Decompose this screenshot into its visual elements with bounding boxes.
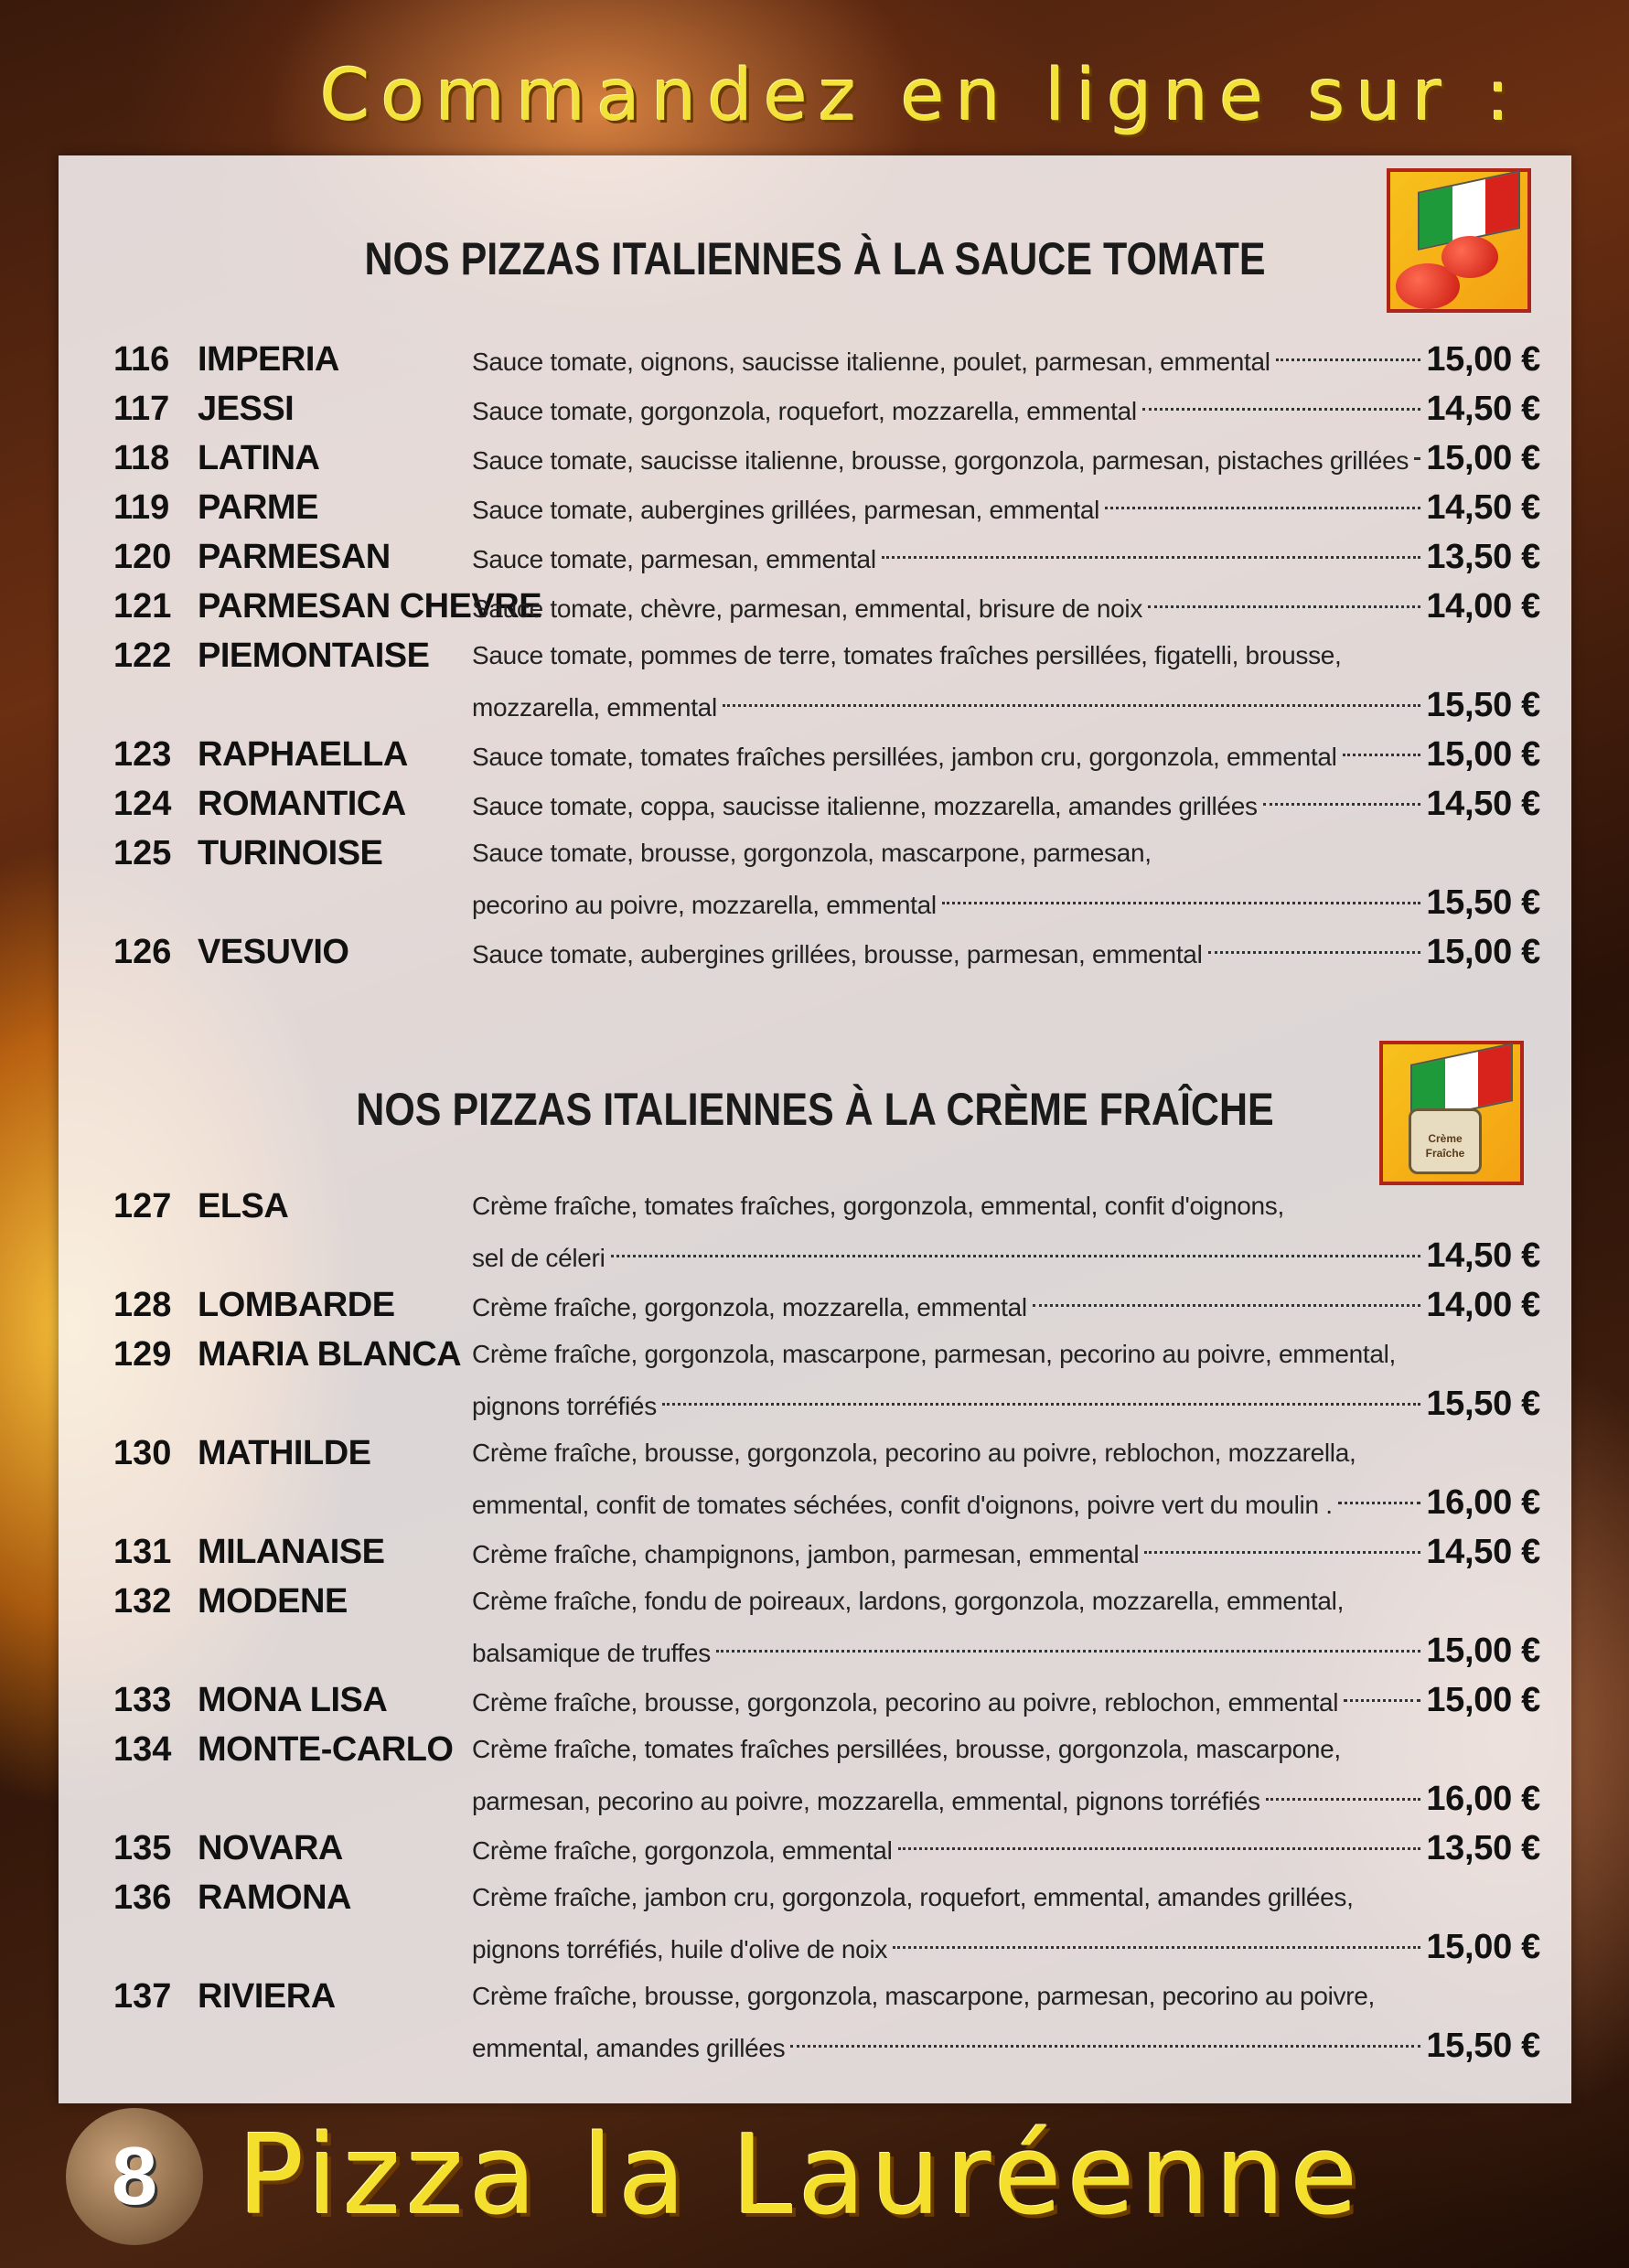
item-description [472, 1725, 1540, 1824]
description-text: emmental, amandes grillées [472, 2034, 786, 2062]
description-line [472, 1330, 1540, 1379]
item-description [472, 1527, 1540, 1577]
description-text: pignons torréfiés [472, 1392, 657, 1420]
item-name: PARME [198, 488, 318, 527]
menu-item [113, 779, 1540, 829]
item-number: 122 [113, 637, 172, 675]
item-price: 15,50 € [1426, 2027, 1540, 2065]
item-price: 14,50 € [1426, 488, 1540, 527]
item-description [472, 1182, 1540, 1280]
item-description [472, 1330, 1540, 1428]
item-price: 15,00 € [1426, 735, 1540, 774]
description-text: Crème fraîche, gorgonzola, mozzarella, emmental [472, 1293, 1027, 1321]
description-line [472, 1725, 1540, 1774]
item-name: NOVARA [198, 1829, 343, 1867]
description-text: Crème fraîche, fondu de poireaux, lardons, gorgonzola, mozzarella, emmental, [472, 1587, 1345, 1615]
menu-item [113, 1280, 1540, 1330]
item-number: 130 [113, 1434, 172, 1472]
item-price: 15,00 € [1426, 933, 1540, 971]
item-description [472, 483, 1540, 532]
description-line [472, 1922, 1540, 1972]
item-number: 117 [113, 390, 170, 428]
description-line [472, 779, 1540, 829]
menu-item [113, 1725, 1540, 1824]
menu-item [113, 829, 1540, 927]
menu-item [113, 1182, 1540, 1280]
description-text: Crème fraîche, gorgonzola, emmental [472, 1836, 893, 1865]
item-description [472, 779, 1540, 829]
item-price: 15,50 € [1426, 1385, 1540, 1423]
menu-item [113, 1972, 1540, 2070]
dot-leader [1338, 1502, 1421, 1504]
online-order-title: Commandez en ligne sur : [320, 55, 1522, 137]
item-price: 16,00 € [1426, 1780, 1540, 1818]
item-name: IMPERIA [198, 340, 339, 379]
menu-panel [59, 155, 1571, 2103]
dot-leader [1263, 803, 1421, 806]
item-name: LOMBARDE [198, 1286, 395, 1324]
item-price: 16,00 € [1426, 1483, 1540, 1522]
item-price: 15,50 € [1426, 883, 1540, 922]
section-title-tomato: NOS PIZZAS ITALIENNES À LA SAUCE TOMATE [364, 233, 1266, 284]
item-number: 129 [113, 1335, 172, 1374]
description-line [472, 1478, 1540, 1527]
item-price: 14,50 € [1426, 785, 1540, 823]
menu-item [113, 1330, 1540, 1428]
item-name: MONA LISA [198, 1681, 388, 1719]
description-text: Crème fraîche, tomates fraîches, gorgonzola, emmental, confit d'oignons, [472, 1192, 1284, 1220]
description-line [472, 335, 1540, 384]
item-number: 133 [113, 1681, 172, 1719]
dot-leader [1266, 1798, 1421, 1801]
description-text: Sauce tomate, aubergines grillées, parmesan, emmental [472, 496, 1100, 524]
description-text: Sauce tomate, oignons, saucisse italienne, poulet, parmesan, emmental [472, 348, 1270, 376]
item-description [472, 631, 1540, 730]
description-text: Sauce tomate, saucisse italienne, brousse, gorgonzola, parmesan, pistaches grillées [472, 446, 1409, 475]
dot-leader [1344, 1699, 1420, 1702]
dot-leader [716, 1650, 1420, 1653]
description-line [472, 1972, 1540, 2021]
menu-item [113, 1428, 1540, 1527]
description-text: Sauce tomate, aubergines grillées, brousse, parmesan, emmental [472, 940, 1203, 968]
description-text: pignons torréfiés, huile d'olive de noix [472, 1935, 888, 1963]
page-number-badge [66, 2108, 203, 2245]
description-line [472, 1379, 1540, 1428]
menu-item [113, 483, 1540, 532]
description-text: Crème fraîche, brousse, gorgonzola, pecorino au poivre, reblochon, emmental [472, 1688, 1339, 1717]
description-text: Crème fraîche, gorgonzola, mascarpone, parmesan, pecorino au poivre, emmental, [472, 1340, 1397, 1368]
dot-leader [723, 704, 1420, 707]
item-description [472, 1972, 1540, 2070]
description-text: Sauce tomate, chèvre, parmesan, emmental, brisure de noix [472, 594, 1143, 623]
item-price: 14,50 € [1426, 390, 1540, 428]
description-line [472, 433, 1540, 483]
description-text: balsamique de truffes [472, 1639, 711, 1667]
description-line [472, 829, 1540, 878]
item-price: 14,50 € [1426, 1236, 1540, 1275]
description-line [472, 631, 1540, 680]
item-name: RAMONA [198, 1878, 351, 1917]
cream-jar-label: Crème Fraîche [1425, 1132, 1465, 1160]
description-line [472, 927, 1540, 977]
item-description [472, 1675, 1540, 1725]
brand-title: Pizza la Lauréenne [238, 2113, 1364, 2240]
description-line [472, 1231, 1540, 1280]
item-name: JESSI [198, 390, 295, 428]
item-price: 15,00 € [1426, 1681, 1540, 1719]
description-line [472, 384, 1540, 433]
menu-item [113, 532, 1540, 582]
menu-item [113, 1675, 1540, 1725]
description-text: Sauce tomate, coppa, saucisse italienne, mozzarella, amandes grillées [472, 792, 1258, 820]
item-price: 15,00 € [1426, 439, 1540, 477]
item-name: PIEMONTAISE [198, 637, 430, 675]
item-description [472, 1280, 1540, 1330]
description-text: parmesan, pecorino au poivre, mozzarella, emmental, pignons torréfiés [472, 1787, 1260, 1815]
item-number: 135 [113, 1829, 172, 1867]
description-text: Sauce tomate, brousse, gorgonzola, mascarpone, parmesan, [472, 839, 1152, 867]
menu-item [113, 730, 1540, 779]
section-title-creme: NOS PIZZAS ITALIENNES À LA CRÈME FRAÎCHE [356, 1084, 1274, 1135]
item-number: 118 [113, 439, 170, 477]
menu-item [113, 384, 1540, 433]
item-price: 15,00 € [1426, 1928, 1540, 1966]
dot-leader [882, 556, 1421, 559]
item-name: VESUVIO [198, 933, 349, 971]
item-number: 128 [113, 1286, 172, 1324]
item-description [472, 1824, 1540, 1873]
description-line [472, 730, 1540, 779]
description-text: emmental, confit de tomates séchées, confit d'oignons, poivre vert du moulin . [472, 1491, 1333, 1519]
item-name: MODENE [198, 1582, 348, 1621]
item-price: 14,50 € [1426, 1533, 1540, 1571]
menu-item [113, 582, 1540, 631]
item-description [472, 532, 1540, 582]
item-price: 15,00 € [1426, 1631, 1540, 1670]
description-text: Sauce tomate, parmesan, emmental [472, 545, 876, 573]
item-number: 124 [113, 785, 172, 823]
item-number: 126 [113, 933, 172, 971]
description-line [472, 1428, 1540, 1478]
dot-leader [611, 1255, 1421, 1257]
item-description [472, 1873, 1540, 1972]
item-name: ROMANTICA [198, 785, 406, 823]
description-text: Crème fraîche, brousse, gorgonzola, mascarpone, parmesan, pecorino au poivre, [472, 1982, 1375, 2010]
item-description [472, 829, 1540, 927]
menu-item [113, 1577, 1540, 1675]
item-name: MILANAISE [198, 1533, 385, 1571]
dot-leader [790, 2045, 1420, 2048]
description-text: Crème fraîche, brousse, gorgonzola, pecorino au poivre, reblochon, mozzarella, [472, 1439, 1356, 1467]
dot-leader [1414, 457, 1420, 460]
description-line [472, 1182, 1540, 1231]
item-price: 15,00 € [1426, 340, 1540, 379]
menu-list-creme [113, 1182, 1540, 2070]
item-number: 132 [113, 1582, 172, 1621]
description-line [472, 1774, 1540, 1824]
description-line [472, 1873, 1540, 1922]
item-name: MATHILDE [198, 1434, 371, 1472]
dot-leader [1033, 1304, 1420, 1307]
item-name: PARMESAN CHEVRE [198, 587, 542, 626]
item-description [472, 1577, 1540, 1675]
description-text: Sauce tomate, gorgonzola, roquefort, mozzarella, emmental [472, 397, 1137, 425]
description-text: Crème fraîche, champignons, jambon, parmesan, emmental [472, 1540, 1140, 1568]
item-description [472, 1428, 1540, 1527]
description-text: mozzarella, emmental [472, 693, 717, 722]
item-number: 121 [113, 587, 172, 626]
description-line [472, 1626, 1540, 1675]
item-number: 131 [113, 1533, 172, 1571]
item-description [472, 582, 1540, 631]
item-number: 119 [113, 488, 170, 527]
menu-item [113, 631, 1540, 730]
item-name: RAPHAELLA [198, 735, 408, 774]
page-number: 8 [111, 2130, 158, 2222]
menu-item [113, 1527, 1540, 1577]
description-line [472, 483, 1540, 532]
dot-leader [1105, 507, 1420, 509]
description-line [472, 1675, 1540, 1725]
item-number: 136 [113, 1878, 172, 1917]
menu-item [113, 1873, 1540, 1972]
description-line [472, 1527, 1540, 1577]
item-name: RIVIERA [198, 1977, 336, 2016]
dot-leader [1144, 1551, 1420, 1554]
item-name: MARIA BLANCA [198, 1335, 462, 1374]
dot-leader [1208, 951, 1421, 954]
description-line [472, 582, 1540, 631]
dot-leader [893, 1946, 1420, 1949]
description-line [472, 1280, 1540, 1330]
dot-leader [1343, 754, 1421, 756]
description-text: sel de céleri [472, 1244, 606, 1272]
item-name: MONTE-CARLO [198, 1730, 454, 1769]
item-number: 120 [113, 538, 172, 576]
description-text: Sauce tomate, pommes de terre, tomates fraîches persillées, figatelli, brousse, [472, 641, 1342, 669]
description-line [472, 680, 1540, 730]
item-number: 137 [113, 1977, 172, 2016]
menu-item [113, 1824, 1540, 1873]
item-price: 13,50 € [1426, 538, 1540, 576]
description-text: Sauce tomate, tomates fraîches persillées, jambon cru, gorgonzola, emmental [472, 743, 1337, 771]
description-text: pecorino au poivre, mozzarella, emmental [472, 891, 937, 919]
item-description [472, 335, 1540, 384]
item-number: 125 [113, 834, 172, 872]
item-number: 123 [113, 735, 172, 774]
item-price: 15,50 € [1426, 686, 1540, 724]
item-number: 127 [113, 1187, 172, 1225]
description-text: Crème fraîche, tomates fraîches persillées, brousse, gorgonzola, mascarpone, [472, 1735, 1341, 1763]
description-line [472, 1577, 1540, 1626]
dot-leader [942, 902, 1421, 904]
item-name: ELSA [198, 1187, 289, 1225]
item-description [472, 927, 1540, 977]
item-description [472, 433, 1540, 483]
item-description [472, 730, 1540, 779]
dot-leader [1142, 408, 1420, 411]
item-name: PARMESAN [198, 538, 391, 576]
item-name: TURINOISE [198, 834, 383, 872]
menu-list-tomato [113, 335, 1540, 977]
item-description [472, 384, 1540, 433]
item-price: 14,00 € [1426, 587, 1540, 626]
dot-leader [1276, 358, 1421, 361]
item-price: 14,00 € [1426, 1286, 1540, 1324]
dot-leader [1148, 605, 1420, 608]
description-line [472, 1824, 1540, 1873]
menu-item [113, 335, 1540, 384]
description-line [472, 532, 1540, 582]
description-line [472, 2021, 1540, 2070]
item-name: LATINA [198, 439, 320, 477]
dot-leader [898, 1847, 1421, 1850]
description-line [472, 878, 1540, 927]
item-number: 134 [113, 1730, 172, 1769]
menu-item [113, 927, 1540, 977]
dot-leader [662, 1403, 1420, 1406]
description-text: Crème fraîche, jambon cru, gorgonzola, roquefort, emmental, amandes grillées, [472, 1883, 1354, 1911]
item-number: 116 [113, 340, 170, 379]
item-price: 13,50 € [1426, 1829, 1540, 1867]
menu-item [113, 433, 1540, 483]
